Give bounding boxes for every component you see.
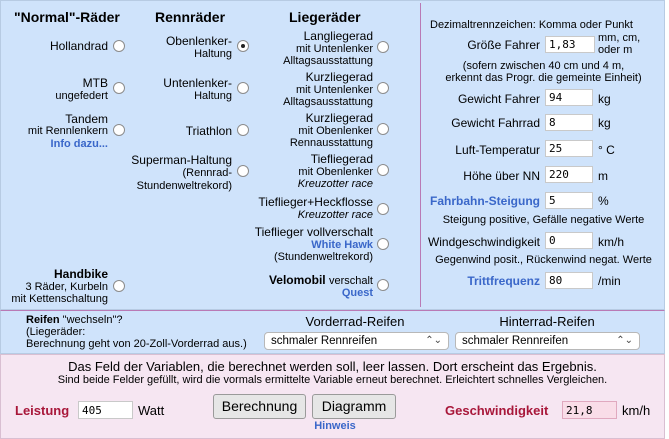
vorderrad-selected-value: schmaler Rennreifen (271, 335, 378, 347)
hollandrad-radio[interactable] (113, 40, 125, 52)
gewicht-rad-label: Gewicht Fahrrad (451, 116, 540, 130)
reifen-title-rest: "wechseln"? (59, 314, 123, 326)
langliegerad-sublabel-2: Alltagsausstattung (283, 55, 373, 67)
geschwindigkeit-label: Geschwindigkeit (445, 403, 549, 418)
tiefliegerad-sublabel-1: mit Obenlenker (298, 166, 373, 178)
handbike-sublabel-1: 3 Räder, Kurbeln (25, 281, 108, 293)
gewicht-rad-input[interactable] (545, 114, 593, 131)
leistung-input[interactable] (78, 401, 133, 419)
untenlenker-sublabel: Haltung (194, 90, 232, 102)
velomobil-label (269, 273, 373, 288)
superman-sublabel-1: (Rennrad- (182, 167, 232, 179)
handbike-label: Handbike (53, 267, 108, 281)
groesse-unit-1: mm, cm, (598, 32, 641, 44)
decimal-separator-note: Dezimaltrennzeichen: Komma oder Punkt (430, 19, 633, 31)
groesse-unit-2: oder m (598, 44, 633, 56)
hinterrad-select[interactable] (455, 332, 640, 350)
leistung-unit: Watt (138, 403, 165, 418)
groesse-note-1: (sofern zwischen 40 cm und 4 m, (462, 60, 625, 72)
hoehe-label: Höhe über NN (463, 169, 540, 183)
langliegerad-radio[interactable] (377, 41, 389, 53)
column-divider (420, 3, 421, 307)
groesse-label: Größe Fahrer (467, 38, 540, 52)
wind-unit: km/h (598, 235, 625, 249)
tandem-sublabel: mit Rennlenkern (27, 125, 108, 137)
wind-note: Gegenwind posit., Rückenwind negat. Werte (435, 254, 652, 266)
white-hawk-link[interactable]: White Hawk (311, 239, 373, 251)
kurzliegerad-oben-label: Kurzliegerad (305, 111, 373, 125)
superman-label: Superman-Haltung (131, 153, 232, 167)
wind-input[interactable] (545, 232, 593, 249)
steigung-unit: % (598, 194, 609, 208)
groesse-input[interactable] (545, 36, 595, 53)
kurzliegerad-oben-sublabel-1: mit Obenlenker (298, 125, 373, 137)
quest-link[interactable]: Quest (341, 287, 373, 299)
kurzliegerad-unten-label: Kurzliegerad (305, 70, 373, 84)
trittfrequenz-unit: /min (598, 274, 621, 288)
hollandrad-label: Hollandrad (49, 39, 108, 53)
vorderrad-select[interactable] (264, 332, 449, 350)
temperatur-label: Luft-Temperatur (455, 143, 540, 157)
geschwindigkeit-input[interactable] (562, 401, 617, 419)
kurzliegerad-unten-sublabel-2: Alltagsausstattung (283, 96, 373, 108)
velomobil-sublabel: verschalt (328, 275, 373, 287)
superman-radio[interactable] (237, 165, 249, 177)
diagramm-button[interactable]: Diagramm (312, 394, 396, 419)
mtb-label: MTB (82, 76, 108, 90)
heckflosse-radio[interactable] (377, 203, 389, 215)
velomobil-title: Velomobil (268, 273, 326, 287)
heckflosse-label: Tieflieger+Heckflosse (258, 195, 373, 209)
untenlenker-label: Untenlenker- (163, 76, 232, 90)
kurzliegerad-oben-radio[interactable] (377, 123, 389, 135)
gewicht-rad-unit: kg (598, 116, 611, 130)
kurzliegerad-unten-radio[interactable] (377, 82, 389, 94)
leistung-label: Leistung (15, 403, 70, 418)
obenlenker-radio[interactable] (237, 40, 249, 52)
obenlenker-label: Obenlenker- (165, 34, 232, 48)
chevron-updown-icon: ⌃⌄ (616, 335, 633, 346)
superman-sublabel-2: Stundenweltrekord) (136, 180, 232, 192)
handbike-radio[interactable] (113, 280, 125, 292)
temperatur-unit: ° C (598, 143, 615, 157)
reifen-note-2: Berechnung geht von 20-Zoll-Vorderrad aus.) (26, 338, 247, 350)
temperatur-input[interactable] (545, 140, 593, 157)
velomobil-radio[interactable] (377, 279, 389, 291)
kurzliegerad-oben-sublabel-2: Rennausstattung (289, 137, 373, 149)
langliegerad-label: Langliegerad (303, 29, 373, 43)
untenlenker-radio[interactable] (237, 82, 249, 94)
tiefliegerad-radio[interactable] (377, 164, 389, 176)
vollverschalt-label: Tieflieger vollverschalt (254, 225, 373, 239)
mtb-radio[interactable] (113, 82, 125, 94)
reifen-title-bold: Reifen (26, 314, 60, 326)
handbike-sublabel-2: mit Kettenschaltung (11, 293, 108, 305)
geschwindigkeit-unit: km/h (622, 403, 651, 418)
vollverschalt-radio[interactable] (377, 238, 389, 250)
langliegerad-sublabel-1: mit Untenlenker (295, 43, 373, 55)
normal-bikes-heading: "Normal"-Räder (14, 9, 120, 25)
trittfrequenz-input[interactable] (545, 272, 593, 289)
chevron-updown-icon: ⌃⌄ (425, 335, 442, 346)
groesse-note-2: erkennt das Progr. die gemeinte Einheit) (445, 72, 642, 84)
hinweis-link[interactable]: Hinweis (314, 420, 356, 432)
instruction-line-2: Sind beide Felder gefüllt, wird die vormals ermittelte Variable erneut berechnet. Erleichtert schnelles Vergleichen. (57, 374, 608, 386)
hinterrad-heading: Hinterrad-Reifen (499, 314, 595, 329)
instruction-line-1: Das Feld der Variablen, die berechnet werden soll, leer lassen. Dort erscheint das Ergebnis. (68, 359, 597, 374)
tiefliegerad-label: Tiefliegerad (310, 152, 373, 166)
heckflosse-sublabel: Kreuzotter race (297, 209, 373, 221)
vorderrad-heading: Vorderrad-Reifen (305, 314, 405, 329)
steigung-link[interactable]: Fahrbahn-Steigung (430, 194, 540, 208)
trittfrequenz-link[interactable]: Trittfrequenz (467, 274, 540, 288)
kurzliegerad-unten-sublabel-1: mit Untenlenker (295, 84, 373, 96)
tiefliegerad-sublabel-2: Kreuzotter race (297, 178, 373, 190)
triathlon-label: Triathlon (185, 124, 232, 138)
berechnung-button[interactable]: Berechnung (213, 394, 306, 419)
hinterrad-selected-value: schmaler Rennreifen (462, 335, 569, 347)
tandem-info-link[interactable]: Info dazu... (50, 138, 108, 150)
gewicht-fahrer-label: Gewicht Fahrer (457, 92, 540, 106)
gewicht-fahrer-unit: kg (598, 92, 611, 106)
tandem-radio[interactable] (113, 124, 125, 136)
vollverschalt-sublabel: (Stundenweltrekord) (273, 251, 373, 263)
hoehe-unit: m (598, 169, 608, 183)
obenlenker-sublabel: Haltung (194, 48, 232, 60)
tandem-label: Tandem (65, 112, 108, 126)
steigung-note: Steigung positive, Gefälle negative Werte (442, 214, 645, 226)
hoehe-input[interactable] (545, 166, 593, 183)
mtb-sublabel: ungefedert (55, 90, 108, 102)
race-bikes-heading: Rennräder (155, 9, 226, 25)
reifen-note-1: (Liegeräder: (26, 326, 86, 338)
gewicht-fahrer-input[interactable] (545, 89, 593, 106)
steigung-input[interactable] (545, 192, 593, 209)
triathlon-radio[interactable] (237, 124, 249, 136)
recumbents-heading: Liegeräder (289, 9, 361, 25)
wind-label: Windgeschwindigkeit (427, 235, 540, 249)
